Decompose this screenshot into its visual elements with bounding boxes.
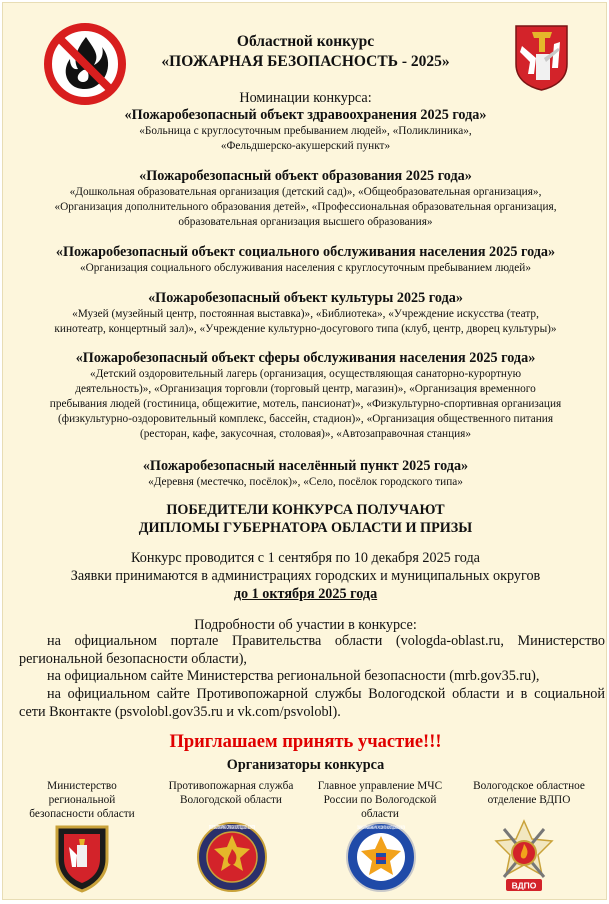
organizer-vdpo xyxy=(454,779,604,807)
organizer-name-line: России по Вологодской xyxy=(323,794,437,806)
deadline: до 1 октября 2025 года xyxy=(233,586,378,602)
organizer-name-line: безопасности области xyxy=(29,808,135,820)
organizer-name-line: Главное управление МЧС xyxy=(317,780,443,792)
nomination-line: «Музей (музейный центр, постоянная выставка)», «Библиотека», «Учреждение искусства (театр, xyxy=(72,308,539,320)
details-item xyxy=(19,633,605,668)
winners-line: ДИПЛОМЫ ГУБЕРНАТОРА ОБЛАСТИ И ПРИЗЫ xyxy=(138,520,473,536)
nomination-line: «Фельдшерско-акушерский пункт» xyxy=(220,140,391,152)
nomination-title: «Пожаробезопасный населённый пункт 2025 года» xyxy=(142,458,469,474)
nominations-intro: Номинации конкурса: xyxy=(239,90,372,106)
details-item-text: на официальном сайте Министерства региональной безопасности (mrb.gov35.ru), xyxy=(47,668,540,684)
winners-line: ПОБЕДИТЕЛИ КОНКУРСА ПОЛУЧАЮТ xyxy=(166,502,445,518)
nomination-line: кинотеатр, концертный зал)», «Учреждение культурно-досугового типа (клуб, центр, дворец культуры)» xyxy=(54,323,557,335)
nomination-title: «Пожаробезопасный объект сферы обслуживания населения 2025 года» xyxy=(75,350,536,366)
contest-subtitle: Областной конкурс xyxy=(236,33,375,50)
organizer-name-line: Вологодской области xyxy=(180,794,282,806)
fire-service-logo-icon xyxy=(196,821,374,893)
contest-dates: Конкурс проводится с 1 сентября по 10 декабря 2025 года xyxy=(131,550,480,566)
details-item xyxy=(19,668,605,686)
applications-info: Заявки принимаются в администрациях городских и муниципальных округов xyxy=(70,568,541,584)
nomination-line: «Деревня (местечко, посёлок)», «Село, посёлок городского типа» xyxy=(148,476,463,488)
vdpo-logo-icon xyxy=(492,817,556,895)
organizer-ministry xyxy=(7,779,157,821)
organizer-name-line: Противопожарная служба xyxy=(168,780,294,792)
organizer-name-line: области xyxy=(361,808,399,820)
nomination-title: «Пожаробезопасный объект культуры 2025 года» xyxy=(148,290,463,306)
organizer-mchs xyxy=(305,779,455,821)
nomination-line: «Больница с круглосуточным пребыванием людей», «Поликлиника», xyxy=(139,125,472,137)
nomination-line: «Детский оздоровительный лагерь (организация, осуществляющая санаторно-курортную xyxy=(89,368,522,380)
nomination-line: (физкультурно-оздоровительный комплекс, бассейн, стадион)», «Организация общественного питания xyxy=(57,413,554,425)
nomination-line: деятельность)», «Организация торговли (торговый центр, магазин)», «Организация временного xyxy=(75,383,536,395)
details-intro: Подробности об участии в конкурсе: xyxy=(194,617,417,633)
vdpo-ribbon-text: ВДПО xyxy=(511,880,537,891)
nomination-line: (ресторан, кафе, закусочная, столовая)», «Автозаправочная станция» xyxy=(139,428,472,440)
nomination-title: «Пожаробезопасный объект здравоохранения 2025 года» xyxy=(124,107,487,123)
nomination-title: «Пожаробезопасный объект образования 2025 года» xyxy=(139,168,472,184)
nomination-line: «Организация дополнительного образования детей», «Профессиональная образовательная организация, xyxy=(54,201,557,213)
organizer-name-line: отделение ВДПО xyxy=(487,794,571,806)
nomination-line: «Дошкольная образовательная организация (детский сад)», «Общеобразовательная организация», xyxy=(69,186,542,198)
nomination-line: «Организация социального обслуживания населения с круглосуточным пребыванием людей» xyxy=(80,262,531,274)
details-item-text: на официальном портале Правительства области (vologda-oblast.ru, Министерство региональной безопасности области), xyxy=(19,633,605,667)
organizer-name-line: региональной xyxy=(48,794,116,806)
organizers-title: Организаторы конкурса xyxy=(226,757,385,773)
nomination-title: «Пожаробезопасный объект социального обслуживания населения 2025 года» xyxy=(55,244,556,260)
details-item xyxy=(19,686,605,721)
contest-title: «ПОЖАРНАЯ БЕЗОПАСНОСТЬ - 2025» xyxy=(161,53,450,70)
ministry-shield-logo-icon xyxy=(55,825,109,893)
nomination-line: пребывания людей (гостиница, общежитие, мотель, пансионат)», «Физкультурно-спортивная организация xyxy=(49,398,562,410)
organizer-name-line: Вологодское областное xyxy=(473,780,585,792)
mchs-ring-text: ГЛАВНОЕ УПРАВЛЕНИЕ МЧС РОССИИ ПО ВОЛОГОДСКОЙ ОБЛАСТИ xyxy=(357,826,535,831)
details-item-text: на официальном сайте Противопожарной службы Вологодской области и в социальной сети Вконтакте (psvolobl.gov35.ru и vk.com/psvolobl). xyxy=(19,686,605,720)
organizer-fire-service xyxy=(156,779,306,807)
organizer-name-line: Министерство xyxy=(47,780,117,792)
ps-ring-text: ПРОТИВОПОЖАРНАЯ СЛУЖБА ВОЛОГОДСКОЙ ОБЛАСТИ xyxy=(209,825,374,831)
invite-text: Приглашаем принять участие!!! xyxy=(169,732,442,752)
nomination-line: образовательная организация высшего образования» xyxy=(178,216,433,228)
poster xyxy=(2,2,607,900)
